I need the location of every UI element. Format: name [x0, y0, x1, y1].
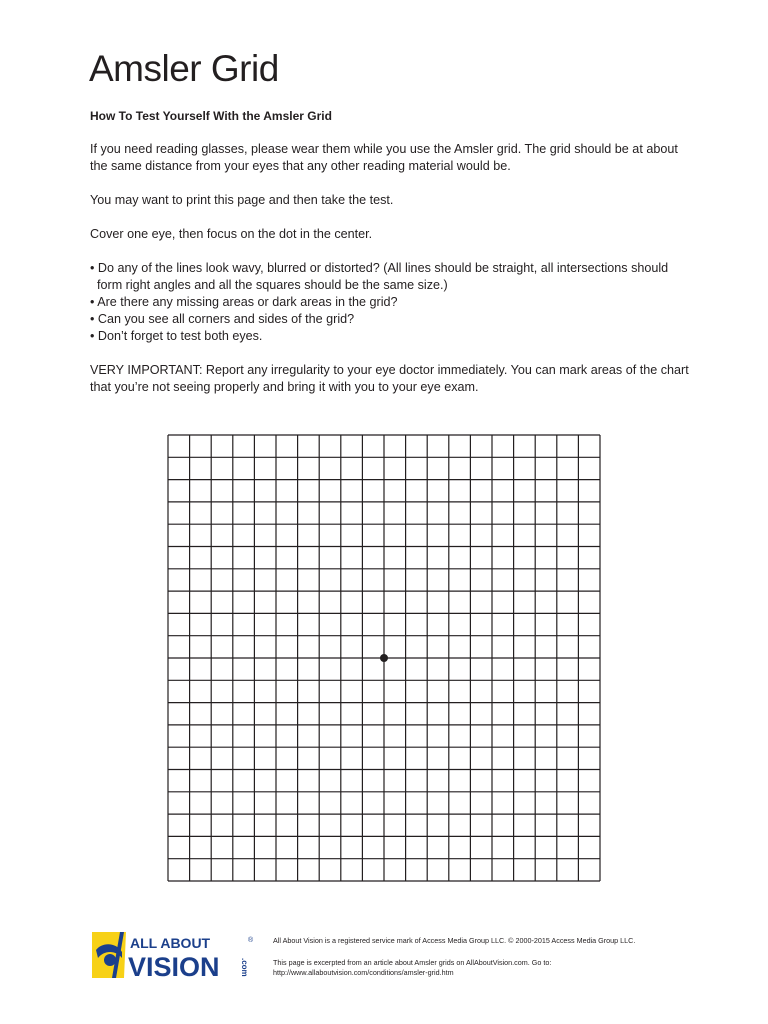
- grid-center-dot: [380, 654, 388, 662]
- checklist-item: • Are there any missing areas or dark areas in the grid?: [90, 295, 398, 309]
- checklist-item: • Can you see all corners and sides of the grid?: [90, 312, 355, 326]
- instructions-reading-glasses: If you need reading glasses, please wear them while you use the Amsler grid. The grid should be at about the same distance from your eyes that any other reading material would be.: [90, 142, 678, 173]
- checklist-item: • Don’t forget to test both eyes.: [90, 329, 263, 343]
- all-about-vision-logo: [90, 928, 256, 982]
- checklist-item: • Do any of the lines look wavy, blurred or distorted? (All lines should be straight, all intersections should form right angles and all the squares should be the same size.): [90, 261, 669, 292]
- logo-eye-pupil: [104, 954, 116, 966]
- footer-copyright: All About Vision is a registered service mark of Access Media Group LLC. © 2000-2015 Access Media Group LLC.: [273, 936, 636, 945]
- page-title: Amsler Grid: [89, 48, 279, 89]
- amsler-grid: [167, 434, 601, 882]
- footer-source-text: This page is excerpted from an article about Amsler grids on AllAboutVision.com. Go to:: [273, 958, 552, 967]
- footer-source: [273, 958, 713, 977]
- logo-dotcom: .com: [240, 958, 249, 977]
- amsler-grid-svg: [167, 434, 601, 882]
- page-subtitle: How To Test Yourself With the Amsler Grid: [90, 109, 332, 123]
- instructions-print: You may want to print this page and then take the test.: [90, 193, 394, 207]
- logo-registered-mark: ®: [248, 937, 254, 944]
- logo-text-line1: ALL ABOUT: [130, 935, 211, 951]
- logo-text-line2: VISION: [128, 952, 220, 982]
- important-notice: VERY IMPORTANT: Report any irregularity to your eye doctor immediately. You can mark areas of the chart that you’re not seeing properly and bring it with you to your eye exam.: [90, 363, 689, 394]
- instructions-cover-eye: Cover one eye, then focus on the dot in the center.: [90, 227, 373, 241]
- checklist: [90, 260, 690, 345]
- footer-source-url[interactable]: http://www.allaboutvision.com/conditions/amsler-grid.htm: [273, 967, 454, 977]
